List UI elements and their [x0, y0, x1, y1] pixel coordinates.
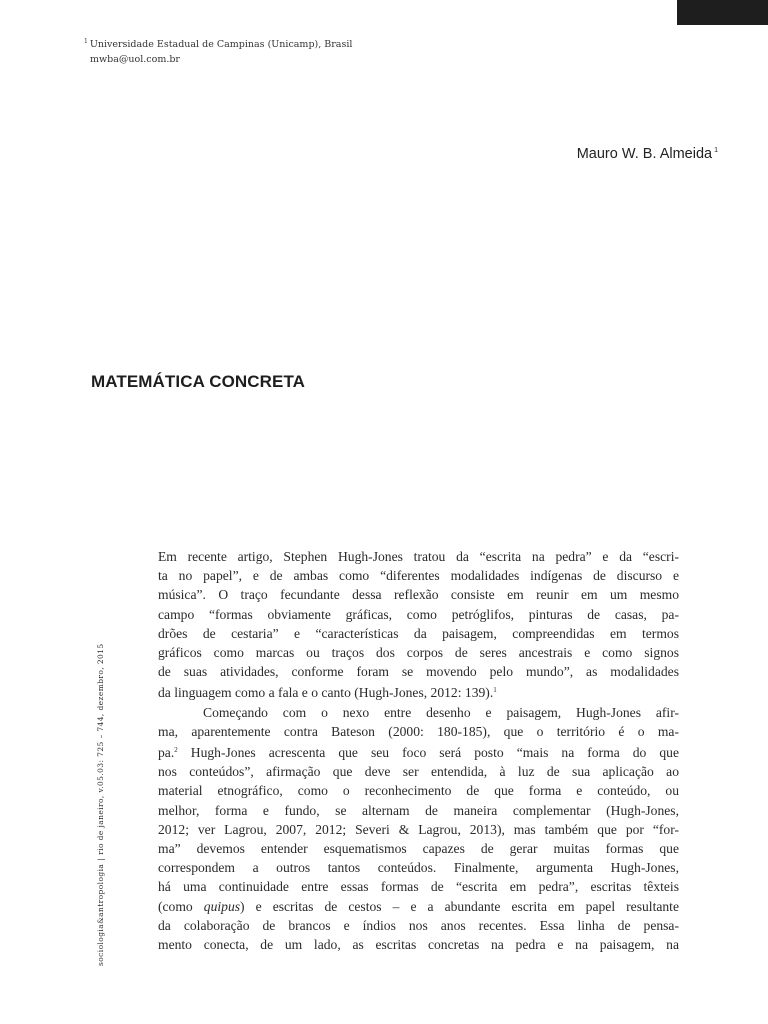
body-line: melhor, forma e fundo, se alternam de maneira complementar (Hugh-Jones, [158, 802, 679, 818]
footnote-reference[interactable]: 2 [174, 746, 178, 755]
body-line-text: da linguagem como a fala e o canto (Hugh-Jones, 2012: 139). [158, 685, 494, 701]
author-name: Mauro W. B. Almeida [576, 146, 713, 162]
body-line: material etnográfico, como o reconhecimento de que forma e conteúdo, ou [158, 783, 679, 799]
body-line: há uma continuidade entre essas formas de “escrita em pedra”, escritas têxteis [158, 879, 679, 895]
body-line: Em recente artigo, Stephen Hugh-Jones tratou da “escrita na pedra” e da “escri- [158, 549, 679, 564]
body-line: 2012; ver Lagrou, 2007, 2012; Severi & Lagrou, 2013), mas também que por “for- [158, 821, 679, 837]
author-email[interactable]: mwba@uol.com.br [90, 54, 180, 65]
body-line-text: Hugh-Jones acrescenta que seu foco será posto “mais na forma do que [177, 745, 679, 761]
author-affiliation [84, 34, 352, 67]
body-line: drões de cestaria” e “características da paisagem, compreendidas em termos [158, 625, 679, 641]
body-line [158, 897, 679, 916]
body-line: da colaboração de brancos e índios nos anos recentes. Essa linha de pensa- [158, 917, 679, 933]
body-line-text: ) e escritas de cestos – e a abundante escrita em papel resultante [240, 898, 679, 914]
journal-citation: rio de janeiro, v.05.03: 725 – 744, dezembro, 2015 [96, 643, 105, 855]
footnote-reference[interactable]: 1 [493, 686, 497, 695]
affiliation-institution-line [84, 34, 352, 52]
body-line [158, 681, 679, 702]
italic-term: quipus [203, 898, 241, 914]
footnote-marker: 1 [84, 38, 88, 45]
article-title: MATEMÁTICA CONCRETA [91, 372, 306, 391]
journal-name: sociologia&antropologia [96, 863, 105, 966]
article-body [158, 547, 679, 954]
corner-tab-block [677, 0, 768, 25]
body-line: nos conteúdos”, afirmação que deve ser entendida, à luz de sua aplicação ao [158, 764, 679, 780]
institution-name: Universidade Estadual de Campinas (Unicamp), Brasil [89, 39, 353, 50]
body-line: ta no papel”, e de ambas como “diferentes modalidades indígenas de discurso e [158, 568, 679, 584]
body-line: correspondem a outros tantos conteúdos. Finalmente, argumenta Hugh-Jones, [158, 860, 679, 876]
body-line-text: (como [158, 898, 204, 914]
body-line-text: pa. [158, 745, 175, 761]
body-line: ma, aparentemente contra Bateson (2000: 180-185), que o território é o ma- [158, 723, 679, 739]
body-line: mento conecta, de um lado, as escritas concretas na pedra e na paisagem, na [158, 937, 679, 953]
body-line: campo “formas obviamente gráficas, como petróglifos, pinturas de casas, pa- [158, 606, 679, 622]
body-line: gráficos como marcas ou traços dos corpos de seres ancestrais e como signos [158, 645, 679, 661]
body-line [158, 741, 679, 762]
body-line: música”. O traço fecundante dessa reflexão consiste em reunir em um mesmo [158, 587, 679, 603]
author-footnote-marker: 1 [714, 147, 718, 154]
body-line: de suas atividades, conforme foram se movendo pelo mundo”, as modalidades [158, 664, 679, 680]
author-byline [577, 146, 718, 162]
running-head: sociologia&antropologia|rio de janeiro, v.05.03: 725 – 744, dezembro, 2015 [96, 643, 105, 966]
body-line: ma” devemos entender esquematismos capazes de gerar muitas formas que [158, 841, 679, 857]
body-line: Começando com o nexo entre desenho e paisagem, Hugh-Jones afir- [203, 704, 679, 720]
